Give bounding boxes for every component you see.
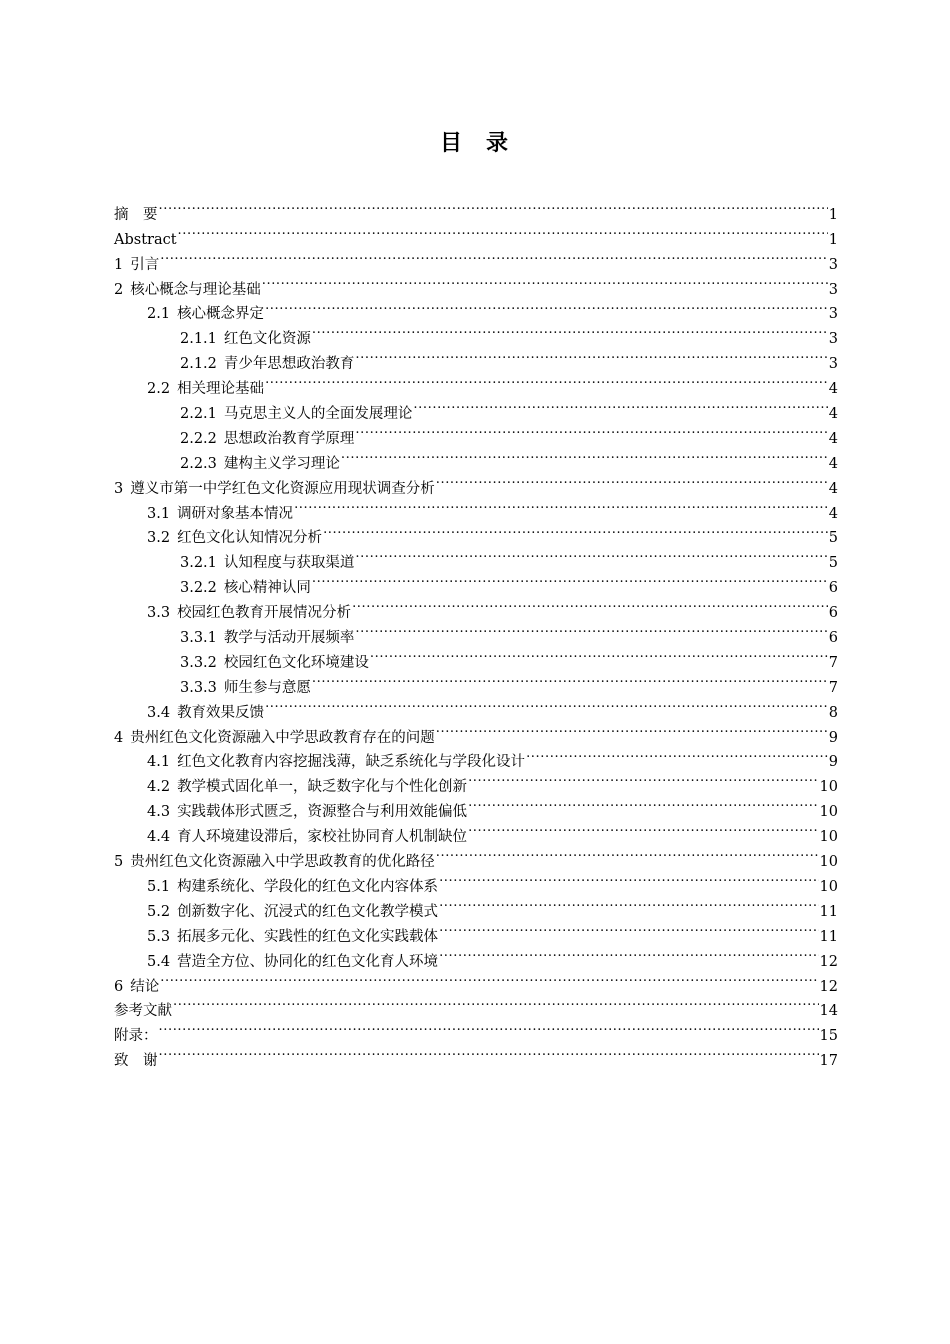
toc-entry-page-number: 10 [819, 804, 838, 821]
toc-entry-title: 贵州红色文化资源融入中学思政教育的优化路径 [130, 854, 435, 871]
toc-entry-number: 3.3.1 [180, 630, 217, 647]
toc-entry-number: 3.2.1 [180, 555, 217, 572]
toc-entry-number: 5.2 [147, 903, 171, 920]
toc-entry-page-number: 4 [828, 505, 838, 522]
toc-entry-number: 2.2.2 [180, 430, 217, 447]
toc-dot-leader [468, 816, 818, 841]
toc-entry[interactable] [114, 443, 838, 472]
toc-entry[interactable] [114, 966, 838, 995]
toc-dot-leader [439, 941, 818, 966]
toc-dot-leader [178, 219, 828, 244]
toc-entry-page-number: 6 [828, 630, 838, 647]
toc-dot-leader [312, 318, 828, 343]
toc-dot-leader [439, 866, 818, 891]
toc-entry[interactable] [114, 194, 838, 223]
toc-entry-title: 核心概念界定 [177, 306, 265, 323]
toc-entry[interactable] [114, 418, 838, 447]
toc-entry-title: 致 谢 [114, 1053, 158, 1070]
toc-entry-title: 青少年思想政治教育 [223, 356, 355, 373]
toc-title-char-2: 录 [486, 131, 511, 156]
toc-entry-title: 摘 要 [114, 206, 158, 223]
toc-entry-number: 1 [114, 256, 124, 273]
toc-entry[interactable] [114, 468, 838, 497]
toc-entry-number: 2.1.2 [180, 356, 217, 373]
toc-dot-leader [341, 443, 828, 468]
toc-entry-page-number: 9 [828, 729, 838, 746]
toc-dot-leader [173, 991, 819, 1016]
toc-entry-title: 贵州红色文化资源融入中学思政教育存在的问题 [130, 729, 435, 746]
toc-entry-page-number: 4 [828, 430, 838, 447]
toc-entry-page-number: 8 [828, 704, 838, 721]
toc-entry-title: 遵义市第一中学红色文化资源应用现状调查分析 [130, 480, 435, 497]
toc-entry-title: Abstract [114, 231, 177, 248]
toc-entry-number: 4.1 [147, 754, 171, 771]
toc-entry[interactable] [114, 1015, 838, 1045]
toc-entry-page-number: 5 [828, 555, 838, 572]
toc-entry-page-number: 3 [828, 356, 838, 373]
table-of-contents [114, 194, 838, 1070]
toc-entry[interactable] [114, 368, 838, 398]
toc-entry-number: 5.3 [147, 928, 171, 945]
toc-entry[interactable] [114, 592, 838, 622]
toc-entry-page-number: 6 [828, 605, 838, 622]
toc-entry-title: 附录： [114, 1028, 158, 1045]
toc-entry-number: 3.2.2 [180, 580, 217, 597]
toc-entry-page-number: 15 [819, 1028, 838, 1045]
toc-entry-number: 3.3 [147, 605, 171, 622]
toc-entry-number: 3 [114, 480, 124, 497]
toc-entry-title: 校园红色教育开展情况分析 [177, 605, 352, 622]
toc-dot-leader [265, 368, 828, 393]
toc-entry-number: 4.2 [147, 779, 171, 796]
toc-entry-page-number: 9 [828, 754, 838, 771]
toc-entry-title: 师生参与意愿 [223, 679, 311, 696]
toc-entry-number: 5.1 [147, 878, 171, 895]
toc-entry-number: 3.4 [147, 704, 171, 721]
toc-entry-page-number: 10 [819, 829, 838, 846]
toc-entry-page-number: 11 [819, 903, 838, 920]
toc-dot-leader [265, 692, 828, 717]
toc-entry-page-number: 5 [828, 530, 838, 547]
toc-entry-page-number: 1 [828, 206, 838, 223]
toc-dot-leader [355, 343, 827, 368]
toc-entry-number: 4 [114, 729, 124, 746]
toc-entry[interactable] [114, 343, 838, 373]
toc-entry[interactable] [114, 1040, 838, 1070]
toc-entry[interactable] [114, 692, 838, 721]
toc-dot-leader [439, 891, 818, 916]
toc-entry[interactable] [114, 567, 838, 597]
toc-entry-page-number: 3 [828, 281, 838, 298]
toc-entry-page-number: 3 [828, 256, 838, 273]
toc-entry-title: 相关理论基础 [177, 381, 265, 398]
toc-entry-title: 教学与活动开展频率 [223, 630, 355, 647]
toc-entry-page-number: 7 [828, 679, 838, 696]
toc-entry-page-number: 4 [828, 406, 838, 423]
toc-dot-leader [265, 294, 828, 319]
toc-entry-page-number: 11 [819, 928, 838, 945]
toc-dot-leader [413, 393, 827, 418]
toc-entry-number: 3.3.3 [180, 679, 217, 696]
toc-dot-leader [355, 418, 827, 443]
toc-entry-title: 教学模式固化单一，缺乏数字化与个性化创新 [177, 779, 468, 796]
toc-dot-leader [323, 518, 828, 543]
toc-dot-leader [312, 567, 828, 592]
toc-entry-title: 红色文化认知情况分析 [177, 530, 323, 547]
toc-entry-page-number: 12 [819, 953, 838, 970]
toc-entry[interactable] [114, 219, 838, 248]
toc-dot-leader [159, 194, 828, 219]
toc-dot-leader [160, 966, 818, 991]
toc-dot-leader [370, 642, 828, 667]
toc-entry-number: 5 [114, 854, 124, 871]
toc-dot-leader [526, 742, 828, 767]
toc-entry-title: 结论 [130, 978, 160, 995]
toc-entry-number: 2.2 [147, 381, 171, 398]
toc-dot-leader [436, 717, 828, 742]
toc-entry-title: 教育效果反馈 [177, 704, 265, 721]
toc-entry-title: 建构主义学习理论 [223, 455, 340, 472]
toc-dot-leader [355, 542, 827, 567]
toc-entry-title: 思想政治教育学原理 [223, 430, 355, 447]
toc-entry-title: 核心精神认同 [223, 580, 311, 597]
toc-entry-number: 3.2 [147, 530, 171, 547]
toc-entry-title: 参考文献 [114, 1003, 172, 1020]
toc-entry[interactable] [114, 642, 838, 671]
toc-entry-title: 核心概念与理论基础 [130, 281, 261, 298]
toc-entry-page-number: 12 [819, 978, 838, 995]
toc-entry-title: 创新数字化、沉浸式的红色文化教学模式 [177, 903, 439, 920]
toc-dot-leader [352, 592, 828, 617]
toc-dot-leader [160, 244, 828, 269]
toc-dot-leader [436, 468, 828, 493]
toc-entry-page-number: 10 [819, 779, 838, 796]
toc-entry-page-number: 3 [828, 306, 838, 323]
toc-entry-number: 2 [114, 281, 124, 298]
toc-entry-number: 4.4 [147, 829, 171, 846]
toc-entry-page-number: 4 [828, 381, 838, 398]
toc-entry[interactable] [114, 269, 838, 298]
toc-entry-page-number: 4 [828, 455, 838, 472]
toc-entry-page-number: 4 [828, 480, 838, 497]
toc-entry-title: 拓展多元化、实践性的红色文化实践载体 [177, 928, 439, 945]
toc-entry-page-number: 7 [828, 654, 838, 671]
toc-dot-leader [262, 269, 828, 294]
toc-dot-leader [468, 766, 818, 791]
toc-entry-title: 认知程度与获取渠道 [223, 555, 355, 572]
toc-entry-title: 红色文化资源 [223, 331, 311, 348]
toc-dot-leader [468, 791, 818, 816]
toc-entry[interactable] [114, 244, 838, 273]
toc-entry-page-number: 1 [828, 231, 838, 248]
toc-entry-number: 6 [114, 978, 124, 995]
toc-entry-title: 育人环境建设滞后，家校社协同育人机制缺位 [177, 829, 468, 846]
toc-entry-number: 4.3 [147, 804, 171, 821]
toc-entry-title: 红色文化教育内容挖掘浅薄，缺乏系统化与学段化设计 [177, 754, 526, 771]
toc-dot-leader [159, 1040, 819, 1065]
toc-dot-leader [312, 667, 828, 692]
toc-entry-number: 2.1.1 [180, 331, 217, 348]
toc-entry-page-number: 10 [819, 878, 838, 895]
toc-entry-title: 引言 [130, 256, 160, 273]
toc-entry-number: 5.4 [147, 953, 171, 970]
toc-entry-title: 实践载体形式匮乏，资源整合与利用效能偏低 [177, 804, 468, 821]
toc-title-char-1: 目 [439, 131, 464, 156]
toc-entry-page-number: 10 [819, 854, 838, 871]
toc-dot-leader [294, 493, 828, 518]
toc-entry-title: 马克思主义人的全面发展理论 [223, 406, 413, 423]
toc-entry[interactable] [114, 667, 838, 696]
toc-dot-leader [355, 617, 827, 642]
toc-dot-leader [159, 1015, 819, 1040]
toc-entry-number: 2.2.1 [180, 406, 217, 423]
toc-entry-page-number: 17 [819, 1053, 838, 1070]
toc-entry-number: 2.2.3 [180, 455, 217, 472]
toc-entry-number: 3.1 [147, 505, 171, 522]
toc-entry-title: 校园红色文化环境建设 [223, 654, 369, 671]
toc-entry-number: 3.3.2 [180, 654, 217, 671]
toc-entry-page-number: 3 [828, 331, 838, 348]
toc-entry[interactable] [114, 991, 838, 1020]
toc-entry-title: 营造全方位、协同化的红色文化育人环境 [177, 953, 439, 970]
toc-entry-page-number: 6 [828, 580, 838, 597]
toc-entry-number: 2.1 [147, 306, 171, 323]
toc-entry-title: 调研对象基本情况 [177, 505, 294, 522]
toc-dot-leader [436, 841, 819, 866]
toc-entry-page-number: 14 [819, 1003, 838, 1020]
toc-title [0, 128, 950, 160]
toc-dot-leader [439, 916, 818, 941]
toc-entry-title: 构建系统化、学段化的红色文化内容体系 [177, 878, 439, 895]
